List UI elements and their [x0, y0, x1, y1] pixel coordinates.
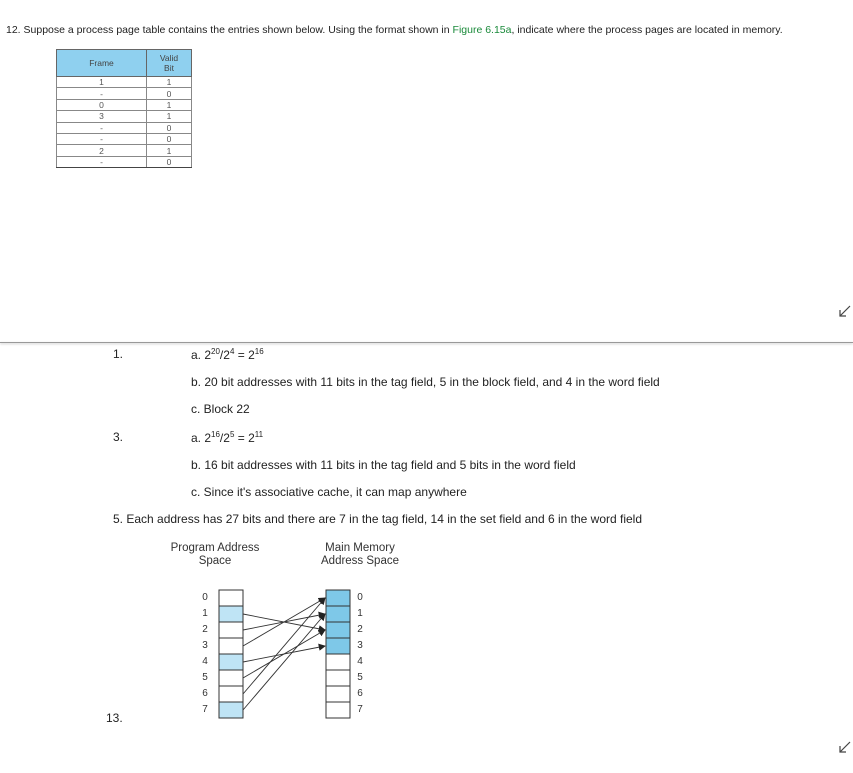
program-page-cell	[219, 702, 243, 718]
frame-cell: -	[57, 122, 147, 133]
memory-frame-cell	[326, 622, 350, 638]
memory-frame-cell	[326, 590, 350, 606]
program-page-number: 7	[202, 704, 208, 715]
memory-frame-number: 4	[357, 656, 363, 667]
memory-frame-cell	[326, 686, 350, 702]
answer-number-3: 3.	[113, 430, 124, 444]
header-frame: Frame	[57, 50, 147, 77]
answer-1b: b. 20 bit addresses with 11 bits in the tag field, 5 in the block field, and 4 in the word field	[191, 375, 660, 389]
memory-frame-number: 6	[357, 688, 363, 699]
question-text-before: 12. Suppose a process page table contains the entries shown below. Using the format shown in	[6, 24, 453, 36]
valid-cell: 0	[147, 88, 192, 99]
frame-cell: -	[57, 156, 147, 167]
frame-cell: 1	[57, 77, 147, 88]
mapping-arrow	[243, 630, 325, 678]
answer-number-13: 13.	[106, 711, 123, 725]
memory-frame-number: 2	[357, 624, 363, 635]
mapping-arrow	[243, 598, 325, 694]
mapping-arrow	[243, 598, 325, 646]
memory-frame-number: 3	[357, 640, 363, 651]
frame-cell: 0	[57, 99, 147, 110]
valid-cell: 1	[147, 145, 192, 156]
frame-cell: -	[57, 88, 147, 99]
program-page-number: 0	[202, 592, 208, 603]
answer-3b: b. 16 bit addresses with 11 bits in the tag field and 5 bits in the word field	[191, 458, 576, 472]
resize-arrow-icon[interactable]	[838, 740, 852, 754]
program-page-number: 4	[202, 656, 208, 667]
frame-cell: -	[57, 133, 147, 144]
memory-frame-cell	[326, 702, 350, 718]
question-text-after: , indicate where the process pages are located in memory.	[511, 24, 783, 36]
figure-link[interactable]: Figure 6.15a	[452, 24, 512, 36]
program-page-number: 3	[202, 640, 208, 651]
answer-3c: c. Since it's associative cache, it can map anywhere	[191, 485, 467, 499]
valid-cell: 0	[147, 133, 192, 144]
valid-cell: 0	[147, 156, 192, 167]
program-page-cell	[219, 654, 243, 670]
program-page-cell	[219, 606, 243, 622]
program-page-cell	[219, 622, 243, 638]
valid-cell: 0	[147, 122, 192, 133]
program-page-cell	[219, 590, 243, 606]
program-page-cell	[219, 638, 243, 654]
mapping-arrow	[243, 614, 325, 710]
valid-cell: 1	[147, 77, 192, 88]
answer-1c: c. Block 22	[191, 402, 250, 416]
memory-frame-cell	[326, 638, 350, 654]
memory-frame-cell	[326, 654, 350, 670]
memory-frame-cell	[326, 606, 350, 622]
answer-1a: a. $2^{20}/2^4 = 2^{16}$	[191, 347, 264, 362]
memory-frame-number: 7	[357, 704, 363, 715]
program-page-cell	[219, 670, 243, 686]
valid-cell: 1	[147, 111, 192, 122]
answer-5: 5. Each address has 27 bits and there are 7 in the tag field, 14 in the set field and 6 in the word field	[113, 512, 643, 526]
memory-frame-number: 1	[357, 608, 363, 619]
frame-cell: 3	[57, 111, 147, 122]
program-address-space-title: Program Address Space	[170, 542, 260, 567]
program-page-number: 2	[202, 624, 208, 635]
program-page-cell	[219, 686, 243, 702]
memory-frame-number: 5	[357, 672, 363, 683]
valid-cell: 1	[147, 99, 192, 110]
main-memory-address-space-title: Main Memory Address Space	[321, 542, 399, 567]
answer-number-1: 1.	[113, 347, 124, 361]
header-valid-bit: Valid Bit	[147, 50, 192, 77]
memory-frame-cell	[326, 670, 350, 686]
memory-frame-number: 0	[357, 592, 363, 603]
program-page-number: 1	[202, 608, 208, 619]
program-page-number: 5	[202, 672, 208, 683]
program-page-number: 6	[202, 688, 208, 699]
frame-cell: 2	[57, 145, 147, 156]
answer-3a: a. $2^{16}/2^5 = 2^{11}$	[191, 430, 264, 445]
